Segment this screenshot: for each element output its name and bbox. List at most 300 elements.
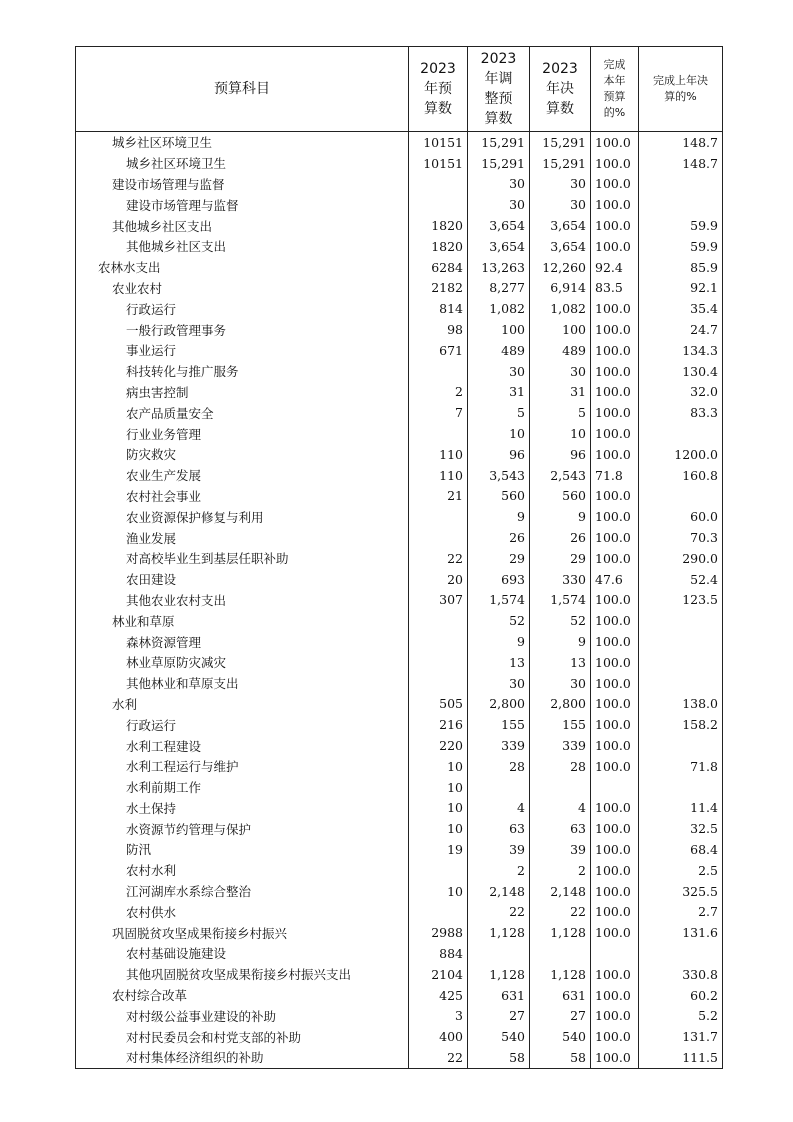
row-adjusted-text: 9 xyxy=(517,634,525,650)
row-subject xyxy=(76,985,409,1006)
row-final xyxy=(530,402,591,423)
row-final-text: 31 xyxy=(570,384,586,400)
row-budget-text: 110 xyxy=(439,467,463,483)
row-budget xyxy=(409,694,468,715)
row-subject-text: 森林资源管理 xyxy=(126,634,202,650)
row-subject xyxy=(76,714,409,735)
row-budget-text: 7 xyxy=(455,405,463,421)
row-subject-text: 林业草原防灾减灾 xyxy=(126,655,227,671)
table-row xyxy=(76,444,723,465)
row-completion-budget-text: 100.0 xyxy=(595,841,631,857)
row-final xyxy=(530,673,591,694)
row-budget xyxy=(409,194,468,215)
row-subject xyxy=(76,257,409,278)
row-final-text: 631 xyxy=(562,987,586,1003)
row-completion-budget-text: 100.0 xyxy=(595,550,631,566)
row-budget xyxy=(409,652,468,673)
row-budget xyxy=(409,153,468,174)
row-subject xyxy=(76,818,409,839)
row-completion-last-year xyxy=(639,506,723,527)
row-subject-text: 巩固脱贫攻坚成果衔接乡村振兴 xyxy=(112,925,288,941)
row-adjusted xyxy=(468,361,530,382)
row-completion-last-year xyxy=(639,548,723,569)
row-adjusted xyxy=(468,610,530,631)
row-final xyxy=(530,798,591,819)
table-body xyxy=(76,132,723,1069)
row-final-text: 1,574 xyxy=(550,592,586,608)
row-final xyxy=(530,590,591,611)
row-adjusted-text: 15,291 xyxy=(481,134,525,150)
row-completion-budget xyxy=(591,486,639,507)
row-budget-text: 884 xyxy=(439,945,463,961)
row-completion-budget xyxy=(591,985,639,1006)
row-completion-last-year-text: 35.4 xyxy=(690,301,718,317)
row-adjusted xyxy=(468,402,530,423)
row-subject xyxy=(76,1047,409,1068)
row-final-text: 29 xyxy=(570,550,586,566)
row-completion-budget-text: 100.0 xyxy=(595,197,631,213)
row-final-text: 10 xyxy=(570,426,586,442)
row-final-text: 100 xyxy=(562,322,586,338)
table-row xyxy=(76,798,723,819)
row-completion-last-year-text: 123.5 xyxy=(682,592,718,608)
row-adjusted-text: 30 xyxy=(509,197,525,213)
row-final xyxy=(530,860,591,881)
row-completion-last-year-text: 2.5 xyxy=(698,862,718,878)
row-budget-text: 20 xyxy=(447,571,463,587)
table-row xyxy=(76,694,723,715)
row-adjusted xyxy=(468,777,530,798)
row-final xyxy=(530,194,591,215)
row-adjusted xyxy=(468,839,530,860)
row-final xyxy=(530,610,591,631)
row-adjusted-text: 31 xyxy=(509,384,525,400)
row-completion-budget-text: 100.0 xyxy=(595,134,631,150)
row-budget xyxy=(409,777,468,798)
row-subject-text: 对村级公益事业建设的补助 xyxy=(126,1008,277,1024)
row-completion-budget xyxy=(591,818,639,839)
row-final xyxy=(530,298,591,319)
row-completion-last-year-text: 330.8 xyxy=(682,966,718,982)
row-subject xyxy=(76,798,409,819)
row-final-text: 30 xyxy=(570,675,586,691)
row-completion-budget xyxy=(591,839,639,860)
row-completion-last-year xyxy=(639,569,723,590)
row-completion-last-year xyxy=(639,631,723,652)
row-adjusted xyxy=(468,590,530,611)
row-completion-last-year xyxy=(639,215,723,236)
row-subject-text: 其他城乡社区支出 xyxy=(112,218,213,234)
row-adjusted-text: 1,128 xyxy=(489,925,525,941)
row-budget-text: 1820 xyxy=(431,238,463,254)
table-row xyxy=(76,569,723,590)
row-completion-last-year xyxy=(639,714,723,735)
row-subject xyxy=(76,694,409,715)
row-completion-budget-text: 100.0 xyxy=(595,862,631,878)
row-final xyxy=(530,943,591,964)
row-completion-last-year-text: 60.2 xyxy=(690,987,718,1003)
row-adjusted-text: 26 xyxy=(509,530,525,546)
row-subject xyxy=(76,527,409,548)
row-adjusted-text: 155 xyxy=(501,717,525,733)
row-budget xyxy=(409,215,468,236)
row-budget xyxy=(409,756,468,777)
row-completion-budget-text: 100.0 xyxy=(595,675,631,691)
row-subject xyxy=(76,340,409,361)
row-completion-budget xyxy=(591,714,639,735)
row-final-text: 63 xyxy=(570,821,586,837)
row-completion-last-year xyxy=(639,610,723,631)
row-subject xyxy=(76,590,409,611)
row-adjusted xyxy=(468,132,530,153)
row-completion-budget-text: 100.0 xyxy=(595,176,631,192)
row-completion-budget-text: 100.0 xyxy=(595,363,631,379)
row-completion-last-year-text: 11.4 xyxy=(690,800,718,816)
row-final-text: 1,128 xyxy=(550,925,586,941)
row-completion-budget xyxy=(591,402,639,423)
row-completion-budget-text: 100.0 xyxy=(595,1049,631,1065)
row-adjusted-text: 560 xyxy=(501,488,525,504)
row-completion-last-year-text: 160.8 xyxy=(682,467,718,483)
row-adjusted-text: 2,800 xyxy=(489,696,525,712)
row-completion-last-year xyxy=(639,1047,723,1068)
row-subject xyxy=(76,652,409,673)
row-completion-budget-text: 100.0 xyxy=(595,509,631,525)
row-final xyxy=(530,694,591,715)
row-completion-last-year xyxy=(639,340,723,361)
row-completion-budget xyxy=(591,881,639,902)
row-final-text: 58 xyxy=(570,1049,586,1065)
row-budget xyxy=(409,818,468,839)
row-adjusted-text: 1,128 xyxy=(489,966,525,982)
row-budget xyxy=(409,881,468,902)
row-final-text: 330 xyxy=(562,571,586,587)
row-adjusted xyxy=(468,943,530,964)
row-completion-last-year xyxy=(639,278,723,299)
table-row xyxy=(76,610,723,631)
table-row xyxy=(76,423,723,444)
row-completion-last-year-text: 24.7 xyxy=(690,322,718,338)
row-completion-budget xyxy=(591,319,639,340)
table-row xyxy=(76,298,723,319)
row-completion-last-year xyxy=(639,444,723,465)
row-budget xyxy=(409,340,468,361)
row-adjusted-text: 8,277 xyxy=(489,280,525,296)
row-final xyxy=(530,423,591,444)
row-adjusted-text: 13,263 xyxy=(481,259,525,275)
row-completion-budget xyxy=(591,298,639,319)
row-final-text: 28 xyxy=(570,758,586,774)
row-completion-budget xyxy=(591,444,639,465)
row-subject-text: 行业业务管理 xyxy=(126,426,202,442)
row-adjusted-text: 30 xyxy=(509,675,525,691)
row-subject xyxy=(76,548,409,569)
row-budget xyxy=(409,486,468,507)
row-subject-text: 水土保持 xyxy=(126,800,177,816)
row-adjusted xyxy=(468,382,530,403)
table-row xyxy=(76,756,723,777)
row-final xyxy=(530,1047,591,1068)
row-subject-text: 对高校毕业生到基层任职补助 xyxy=(126,551,289,567)
row-subject-text: 农产品质量安全 xyxy=(126,405,214,421)
table-row xyxy=(76,985,723,1006)
row-final xyxy=(530,465,591,486)
row-subject-text: 城乡社区环境卫生 xyxy=(112,135,213,151)
header-completion-budget: 完成 本年 预算 的% xyxy=(591,47,639,132)
row-budget-text: 3 xyxy=(455,1008,463,1024)
row-adjusted xyxy=(468,1026,530,1047)
row-budget xyxy=(409,860,468,881)
row-budget-text: 21 xyxy=(447,488,463,504)
row-completion-last-year-text: 32.5 xyxy=(690,821,718,837)
row-subject-text: 水利前期工作 xyxy=(126,780,202,796)
row-adjusted-text: 693 xyxy=(501,571,525,587)
row-completion-last-year-text: 325.5 xyxy=(682,883,718,899)
row-completion-budget xyxy=(591,257,639,278)
row-final xyxy=(530,236,591,257)
row-subject-text: 农业生产发展 xyxy=(126,468,202,484)
row-completion-budget xyxy=(591,860,639,881)
row-completion-last-year xyxy=(639,465,723,486)
table-row xyxy=(76,465,723,486)
row-subject xyxy=(76,631,409,652)
row-budget xyxy=(409,402,468,423)
row-subject xyxy=(76,174,409,195)
row-completion-last-year-text: 290.0 xyxy=(682,550,718,566)
row-budget-text: 110 xyxy=(439,446,463,462)
row-completion-budget-text: 100.0 xyxy=(595,301,631,317)
row-adjusted-text: 3,543 xyxy=(489,467,525,483)
row-adjusted xyxy=(468,194,530,215)
row-adjusted xyxy=(468,964,530,985)
row-adjusted-text: 2 xyxy=(517,862,525,878)
row-subject xyxy=(76,881,409,902)
row-budget xyxy=(409,506,468,527)
row-completion-budget-text: 100.0 xyxy=(595,342,631,358)
row-final-text: 489 xyxy=(562,342,586,358)
row-adjusted-text: 39 xyxy=(509,841,525,857)
row-completion-last-year-text: 134.3 xyxy=(682,342,718,358)
row-final-text: 1,082 xyxy=(550,301,586,317)
row-adjusted xyxy=(468,652,530,673)
row-completion-last-year xyxy=(639,319,723,340)
row-final xyxy=(530,985,591,1006)
row-completion-last-year xyxy=(639,298,723,319)
row-subject-text: 水资源节约管理与保护 xyxy=(126,821,252,837)
row-budget xyxy=(409,839,468,860)
header-budget: 2023 年预 算数 xyxy=(409,47,468,132)
row-budget xyxy=(409,985,468,1006)
row-completion-last-year-text: 5.2 xyxy=(698,1008,718,1024)
row-completion-last-year xyxy=(639,839,723,860)
row-subject-text: 农村社会事业 xyxy=(126,488,202,504)
row-final-text: 6,914 xyxy=(550,280,586,296)
row-final xyxy=(530,735,591,756)
row-completion-last-year xyxy=(639,236,723,257)
row-budget xyxy=(409,798,468,819)
row-completion-budget-text: 47.6 xyxy=(595,571,623,587)
row-final-text: 22 xyxy=(570,904,586,920)
row-budget-text: 216 xyxy=(439,717,463,733)
row-final xyxy=(530,486,591,507)
table-row xyxy=(76,361,723,382)
row-completion-last-year-text: 131.7 xyxy=(682,1029,718,1045)
row-completion-last-year xyxy=(639,174,723,195)
row-budget-text: 10 xyxy=(447,800,463,816)
row-subject xyxy=(76,278,409,299)
row-completion-last-year-text: 71.8 xyxy=(690,758,718,774)
row-completion-last-year-text: 131.6 xyxy=(682,925,718,941)
row-completion-last-year-text: 158.2 xyxy=(682,717,718,733)
row-adjusted-text: 2,148 xyxy=(489,883,525,899)
row-adjusted xyxy=(468,153,530,174)
row-adjusted-text: 28 xyxy=(509,758,525,774)
row-adjusted-text: 9 xyxy=(517,509,525,525)
table-row xyxy=(76,548,723,569)
table-row xyxy=(76,652,723,673)
row-final xyxy=(530,506,591,527)
row-subject-text: 农村供水 xyxy=(126,904,177,920)
row-completion-budget-text: 100.0 xyxy=(595,530,631,546)
header-completion-last-year: 完成上年决 算的% xyxy=(639,47,723,132)
row-subject-text: 其他农业农村支出 xyxy=(126,592,227,608)
row-budget xyxy=(409,132,468,153)
row-completion-last-year xyxy=(639,194,723,215)
row-completion-last-year xyxy=(639,964,723,985)
row-budget-text: 425 xyxy=(439,987,463,1003)
row-adjusted-text: 100 xyxy=(501,322,525,338)
row-completion-budget xyxy=(591,735,639,756)
row-subject xyxy=(76,610,409,631)
row-subject xyxy=(76,194,409,215)
row-budget-text: 10 xyxy=(447,821,463,837)
row-completion-budget-text: 100.0 xyxy=(595,405,631,421)
table-row xyxy=(76,194,723,215)
row-final xyxy=(530,527,591,548)
row-budget xyxy=(409,590,468,611)
table-row xyxy=(76,257,723,278)
row-completion-budget xyxy=(591,465,639,486)
row-final-text: 560 xyxy=(562,488,586,504)
table-row xyxy=(76,673,723,694)
row-final xyxy=(530,901,591,922)
table-row xyxy=(76,922,723,943)
row-adjusted-text: 22 xyxy=(509,904,525,920)
table-row xyxy=(76,777,723,798)
row-completion-last-year-text: 60.0 xyxy=(690,509,718,525)
row-completion-budget xyxy=(591,798,639,819)
row-completion-budget xyxy=(591,694,639,715)
row-subject xyxy=(76,506,409,527)
row-subject-text: 农村综合改革 xyxy=(112,988,188,1004)
row-subject-text: 科技转化与推广服务 xyxy=(126,364,239,380)
row-adjusted xyxy=(468,465,530,486)
row-subject xyxy=(76,1026,409,1047)
table-row xyxy=(76,215,723,236)
row-budget xyxy=(409,1047,468,1068)
row-budget xyxy=(409,527,468,548)
row-completion-budget-text: 100.0 xyxy=(595,384,631,400)
row-subject-text: 农林水支出 xyxy=(98,260,161,276)
row-final-text: 52 xyxy=(570,613,586,629)
row-completion-budget-text: 100.0 xyxy=(595,904,631,920)
row-final xyxy=(530,777,591,798)
row-final-text: 13 xyxy=(570,654,586,670)
row-budget-text: 2182 xyxy=(431,280,463,296)
row-completion-budget xyxy=(591,756,639,777)
row-adjusted xyxy=(468,215,530,236)
table-row xyxy=(76,901,723,922)
row-completion-budget-text: 100.0 xyxy=(595,592,631,608)
row-subject xyxy=(76,361,409,382)
row-adjusted-text: 3,654 xyxy=(489,238,525,254)
row-completion-last-year xyxy=(639,777,723,798)
row-subject-text: 对村集体经济组织的补助 xyxy=(126,1050,264,1066)
row-completion-budget xyxy=(591,361,639,382)
row-final-text: 5 xyxy=(578,405,586,421)
row-subject xyxy=(76,777,409,798)
row-budget xyxy=(409,236,468,257)
row-budget xyxy=(409,631,468,652)
row-completion-last-year-text: 59.9 xyxy=(690,238,718,254)
row-adjusted xyxy=(468,548,530,569)
row-completion-budget xyxy=(591,569,639,590)
row-subject xyxy=(76,319,409,340)
row-budget xyxy=(409,901,468,922)
row-completion-budget xyxy=(591,652,639,673)
row-subject xyxy=(76,756,409,777)
row-completion-last-year xyxy=(639,382,723,403)
row-completion-last-year xyxy=(639,153,723,174)
row-subject xyxy=(76,382,409,403)
row-final-text: 27 xyxy=(570,1008,586,1024)
row-subject-text: 江河湖库水系综合整治 xyxy=(126,884,252,900)
row-final xyxy=(530,257,591,278)
row-final-text: 15,291 xyxy=(542,155,586,171)
row-budget-text: 6284 xyxy=(431,259,463,275)
row-subject xyxy=(76,673,409,694)
row-final-text: 2,543 xyxy=(550,467,586,483)
row-final-text: 4 xyxy=(578,800,586,816)
row-final xyxy=(530,839,591,860)
row-subject-text: 其他林业和草原支出 xyxy=(126,676,239,692)
table-row xyxy=(76,319,723,340)
row-completion-budget xyxy=(591,236,639,257)
table-row xyxy=(76,1005,723,1026)
row-final-text: 39 xyxy=(570,841,586,857)
row-subject xyxy=(76,922,409,943)
row-final-text: 3,654 xyxy=(550,238,586,254)
row-completion-last-year xyxy=(639,527,723,548)
table-row xyxy=(76,236,723,257)
row-completion-budget xyxy=(591,943,639,964)
row-adjusted-text: 30 xyxy=(509,176,525,192)
row-budget-text: 10 xyxy=(447,758,463,774)
row-final-text: 1,128 xyxy=(550,966,586,982)
row-subject xyxy=(76,839,409,860)
row-budget-text: 98 xyxy=(447,322,463,338)
row-completion-budget xyxy=(591,194,639,215)
row-completion-budget-text: 100.0 xyxy=(595,966,631,982)
table-row xyxy=(76,382,723,403)
table-row xyxy=(76,964,723,985)
row-completion-last-year-text: 59.9 xyxy=(690,218,718,234)
row-adjusted xyxy=(468,756,530,777)
row-final xyxy=(530,361,591,382)
row-adjusted xyxy=(468,631,530,652)
row-budget xyxy=(409,423,468,444)
row-completion-last-year xyxy=(639,901,723,922)
